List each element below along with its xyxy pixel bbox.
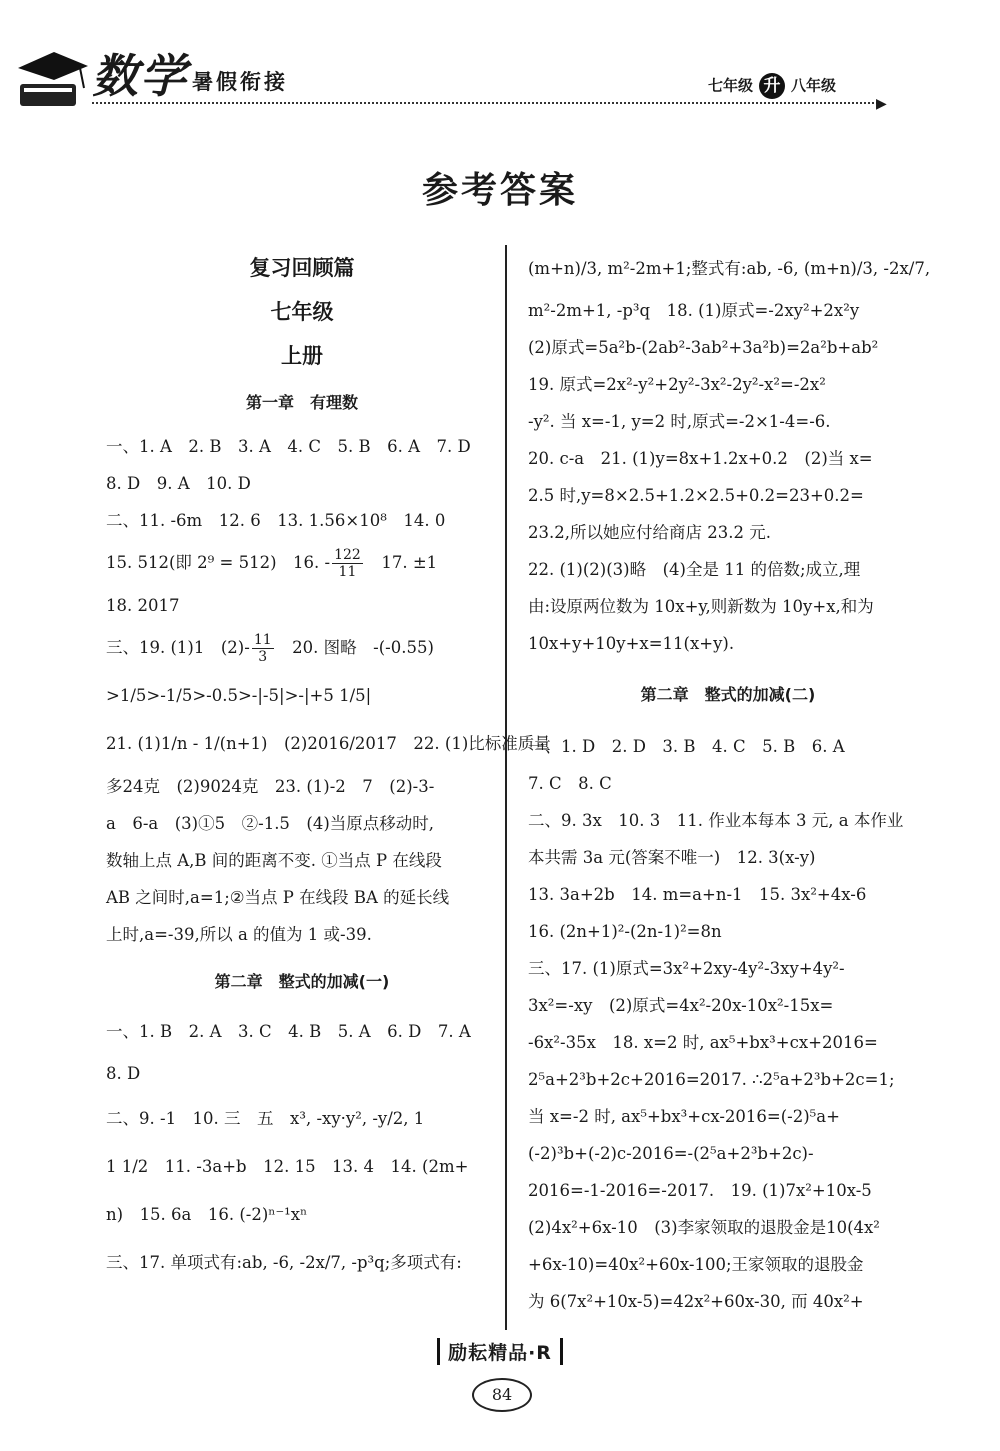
section-heading: 复习回顾篇 [249,256,355,280]
denominator: 11 [338,564,357,580]
grade-left: 七年级 [708,76,754,95]
chapter-heading: 第一章 有理数 [245,393,358,412]
answer-text: 三、19. (1)1 (2)- [106,638,250,657]
volume-heading: 上册 [281,344,323,368]
graduation-cap-icon [14,44,90,114]
grade-label [708,73,836,99]
book-subtitle: 暑假衔接 [192,70,288,94]
grade-heading: 七年级 [270,300,334,324]
answer-line: AB 之间时,a=1;②当点 P 在线段 BA 的延长线 [106,888,450,907]
answer-line: 1 1/2 11. -3a+b 12. 15 13. 4 14. (2m+ [106,1157,469,1176]
answer-line: (m+n)/3, m²-2m+1;整式有:ab, -6, (m+n)/3, -2x/7, [528,259,931,278]
answer-line: -6x²-35x 18. x=2 时, ax⁵+bx³+cx+2016= [528,1033,878,1052]
fraction [332,547,363,580]
answer-line: 本共需 3a 元(答案不唯一) 12. 3(x-y) [528,848,816,867]
page-header [0,0,1000,130]
answer-line: n) 15. 6a 16. (-2)ⁿ⁻¹xⁿ [106,1205,308,1224]
answer-line: 7. C 8. C [528,774,612,793]
fraction [252,632,274,665]
answer-line: 8. D [106,1064,141,1083]
answer-line: 21. (1)1/n - 1/(n+1) (2)2016/2017 22. (1)比标准质量 [106,734,551,753]
answer-line: +6x-10)=40x²+60x-100;王家领取的退股金 [528,1255,864,1274]
column-divider [505,245,507,1330]
answer-line: 2.5 时,y=8×2.5+1.2×2.5+0.2=23+0.2= [528,486,864,505]
answer-line: 由:设原两位数为 10x+y,则新数为 10y+x,和为 [528,597,874,616]
answer-line: -y². 当 x=-1, y=2 时,原式=-2×1-4=-6. [528,412,831,431]
answer-text: 20. 图略 -(-0.55) [275,638,434,657]
answer-line: 二、9. -1 10. 三 五 x³, -xy·y², -y/2, 1 [106,1109,425,1128]
numerator: 11 [253,632,272,648]
answer-line: 16. (2n+1)²-(2n-1)²=8n [528,922,722,941]
grade-right: 八年级 [791,76,837,95]
denominator: 3 [258,649,268,665]
right-column [528,246,931,1320]
answer-line: 18. 2017 [106,596,180,615]
answer-line: 二、11. -6m 12. 6 13. 1.56×10⁸ 14. 0 [106,511,446,530]
publisher-brand: 励耘精品·R [437,1338,563,1365]
answer-line: 数轴上点 A,B 间的距离不变. ①当点 P 在线段 [106,851,442,870]
answer-line: 2016=-1-2016=-2017. 19. (1)7x²+10x-5 [528,1181,872,1200]
answer-line: 22. (1)(2)(3)略 (4)全是 11 的倍数;成立,理 [528,560,861,579]
answer-line: (-2)³b+(-2)c-2016=-(2⁵a+2³b+2c)- [528,1144,814,1163]
answer-line: 一、1. B 2. A 3. C 4. B 5. A 6. D 7. A [106,1022,471,1041]
answer-line: 3x²=-xy (2)原式=4x²-20x-10x²-15x= [528,996,834,1015]
left-column [106,246,551,1287]
answer-line: 当 x=-2 时, ax⁵+bx³+cx-2016=(-2)⁵a+ [528,1107,840,1126]
answer-line: 23.2,所以她应付给商店 23.2 元. [528,523,771,542]
answer-line: 多24克 (2)9024克 23. (1)-2 7 (2)-3- [106,777,435,796]
page-number: 84 [472,1378,532,1412]
answer-line: (2)原式=5a²b-(2ab²-3ab²+3a²b)=2a²b+ab² [528,338,879,357]
answer-line: 8. D 9. A 10. D [106,474,251,493]
answer-line: 二、9. 3x 10. 3 11. 作业本每本 3 元, a 本作业 [528,811,904,830]
answer-line: 2⁵a+2³b+2c+2016=2017. ∴2⁵a+2³b+2c=1; [528,1070,895,1089]
answer-line: >1/5>-1/5>-0.5>-|-5|>-|+5 1/5| [106,686,372,705]
book-title: 数学 [92,49,188,103]
chapter-heading: 第二章 整式的加减(一) [214,972,390,991]
chapter-heading: 第二章 整式的加减(二) [640,685,816,704]
answer-line [106,539,498,587]
answer-line [106,624,498,672]
answer-text: 15. 512(即 2⁹ = 512) 16. - [106,553,331,572]
answer-line: 一、1. A 2. B 3. A 4. C 5. B 6. A 7. D [106,437,471,456]
answer-line: 10x+y+10y+x=11(x+y). [528,634,735,653]
answer-line: (2)4x²+6x-10 (3)李家领取的退股金是10(4x² [528,1218,880,1237]
numerator: 122 [334,547,361,563]
answer-line: a 6-a (3)①5 ②-1.5 (4)当原点移动时, [106,814,435,833]
answer-line: m²-2m+1, -p³q 18. (1)原式=-2xy²+2x²y [528,301,860,320]
answer-text: 17. ±1 [364,553,438,572]
answer-line: 三、17. (1)原式=3x²+2xy-4y²-3xy+4y²- [528,959,845,978]
answer-line: 20. c-a 21. (1)y=8x+1.2x+0.2 (2)当 x= [528,449,873,468]
page-title: 参考答案 [421,170,578,211]
answer-line: 三、17. 单项式有:ab, -6, -2x/7, -p³q;多项式有: [106,1253,462,1272]
answer-line: 19. 原式=2x²-y²+2y²-3x²-2y²-x²=-2x² [528,375,826,394]
page-footer [0,1338,1000,1365]
answer-line: 一、1. D 2. D 3. B 4. C 5. B 6. A [528,737,845,756]
answer-line: 13. 3a+2b 14. m=a+n-1 15. 3x²+4x-6 [528,885,867,904]
answer-line: 为 6(7x²+10x-5)=42x²+60x-30, 而 40x²+ [528,1292,864,1311]
answer-line: 上时,a=-39,所以 a 的值为 1 或-39. [106,925,372,944]
arrow-right-icon: ▶ [876,96,887,112]
grade-mid-badge: 升 [759,73,785,99]
header-dotted-rule [92,102,882,104]
